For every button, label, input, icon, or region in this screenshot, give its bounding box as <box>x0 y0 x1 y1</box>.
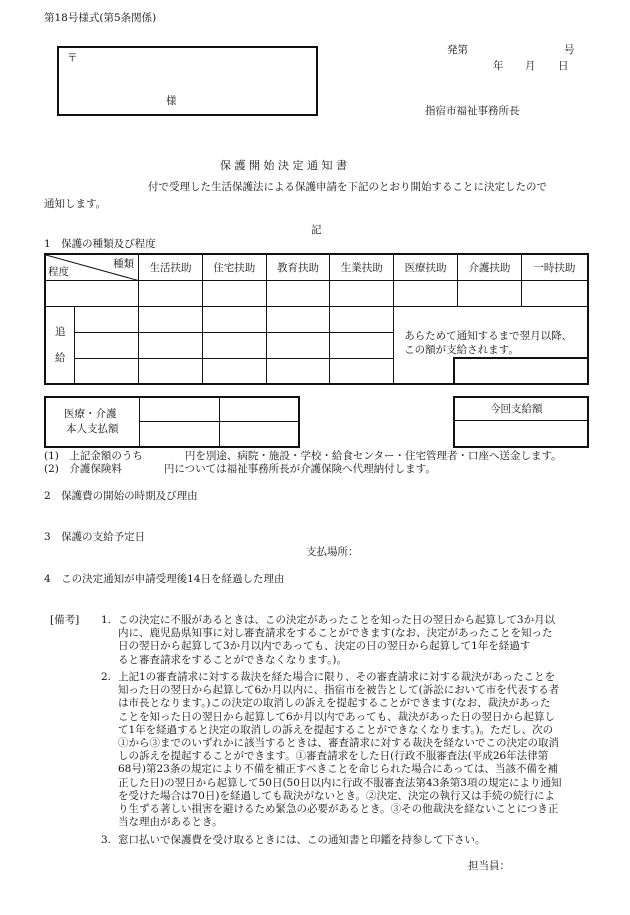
header-jutaku: 住宅扶助 <box>202 254 266 280</box>
remark-line: ことを知った日の翌日から起算して6か月以内であっても、裁決があった日の翌日から起算し <box>118 710 555 723</box>
postal-mark: 〒 <box>67 52 78 64</box>
intro-line-1: 付で受理した生活保護法による保護申請を下記のとおり開始することに決定したので <box>148 181 547 193</box>
remark-line: は市長となります。)この決定の取消しの訴えを提起することができます(なお、裁決があった <box>118 697 551 710</box>
remark-line: 窓口払いで保護費を受け取るときには、この通知書と印鑑を持参して下さい。 <box>118 834 486 846</box>
honorific: 様 <box>166 95 177 107</box>
supp-cell <box>139 306 203 332</box>
remark-line: 68号)第23条の規定により不備を補正すべきことを命じられた場合にあっては、当該不備を補 <box>118 763 559 776</box>
corner-cell <box>45 254 139 280</box>
section-4-heading: 4 この決定通知が申請受理後14日を経過した理由 <box>44 573 285 585</box>
ki-label: 記 <box>311 224 322 236</box>
amount-cell <box>521 280 588 306</box>
amount-cell <box>330 280 394 306</box>
amount-cell <box>139 280 203 306</box>
supp-cell <box>266 332 330 358</box>
pay-place: 支払場所： <box>306 546 359 558</box>
header-iryo: 医療扶助 <box>394 254 458 280</box>
monthly-note-line-2: この額が支給されます。 <box>404 343 519 356</box>
header-seikatsu: 生活扶助 <box>139 254 203 280</box>
supp-cell <box>266 306 330 332</box>
remark-1-num: 1. <box>101 614 112 626</box>
remark-line: 当な理由があるとき。 <box>118 816 223 829</box>
address-box <box>57 46 318 116</box>
supp-cell <box>202 358 266 384</box>
amount-cell <box>202 280 266 306</box>
tantou: 担当員： <box>468 860 510 872</box>
amount-cell <box>394 280 458 306</box>
remark-line: ると審査請求をすることができなくなります。)。 <box>118 653 348 666</box>
konkai-label: 今回支給額 <box>490 403 543 415</box>
konkai-divider <box>453 420 589 421</box>
issue-month: 月 <box>525 60 536 72</box>
note-1: (1) 上記金額のうち 円を別途、病院・施設・学校・給食センター・住宅管理者・口座へ送金します。 <box>44 450 562 462</box>
remark-1 <box>118 614 555 667</box>
remark-line: 上記1の審査請求に対する裁決を経た場合に限り、その審査請求に対する裁決があったことを <box>118 671 556 683</box>
issue-number-prefix: 発第 <box>447 44 468 56</box>
supp-cell <box>202 306 266 332</box>
supp-cell <box>139 358 203 384</box>
section-1-heading: 1 保護の種類及び程度 <box>44 238 156 250</box>
remark-line: 知った日の翌日から起算して6か月以内に、指宿市を被告として(訴訟において市を代表する者 <box>118 684 560 697</box>
header-seigyo: 生業扶助 <box>330 254 394 280</box>
issue-number-suffix: 号 <box>564 44 575 56</box>
remark-3 <box>118 834 486 847</box>
remark-line: を受けた場合は70日)を経過しても裁決がないとき。②決定、決定の執行又は手続の続行によ <box>118 789 556 802</box>
honnin-divider <box>139 396 140 448</box>
issue-year: 年 <box>493 60 504 72</box>
honnin-label-1: 医療・介護 <box>64 408 117 420</box>
remark-2-num: 2. <box>101 671 112 683</box>
tsuikyu-tsui: 追 <box>54 325 66 338</box>
header-kaigo: 介護扶助 <box>457 254 521 280</box>
supp-cell <box>330 332 394 358</box>
supp-cell <box>75 332 139 358</box>
issuer: 指宿市福祉事務所長 <box>425 105 520 117</box>
supp-cell <box>330 306 394 332</box>
remark-line: て1年を経過すると決定の取消しの訴えを提起することができなくなります。)。ただし、次の <box>118 723 554 736</box>
form-id: 第18号様式(第5条関係) <box>44 12 157 24</box>
honnin-box <box>44 396 300 448</box>
amount-cell <box>266 280 330 306</box>
monthly-note <box>404 329 572 357</box>
remark-line: この決定に不服があるときは、この決定があったことを知った日の翌日から起算して3か月以 <box>118 614 556 626</box>
issue-day: 日 <box>558 60 569 72</box>
remark-2 <box>118 671 561 829</box>
remarks-label: [備考] <box>50 614 80 626</box>
header-kyoiku: 教育扶助 <box>266 254 330 280</box>
supp-cell <box>75 358 139 384</box>
supp-cell <box>139 332 203 358</box>
supp-cell <box>330 358 394 384</box>
remark-line: り生ずる著しい損害を避けるため緊急の必要があるとき。③その他裁決を経ないことにつき正 <box>118 803 559 816</box>
amount-cell <box>45 280 139 306</box>
remark-line: ①から③までのいずれかに該当するときは、審査請求に対する裁決を経ないでこの決定の取消 <box>118 737 559 750</box>
note-2: (2) 介護保険料 円については福祉事務所長が介護保険へ代理納付します。 <box>44 463 436 475</box>
monthly-amount-box <box>453 357 589 385</box>
section-2-heading: 2 保護費の開始の時期及び理由 <box>44 490 198 502</box>
section-3-heading: 3 保護の支給予定日 <box>44 531 146 543</box>
remark-line: 内に、鹿児島県知事に対し審査請求をすることができます(なお、決定があったことを知った <box>118 627 553 640</box>
remark-3-num: 3. <box>101 834 112 846</box>
amount-cell <box>457 280 521 306</box>
corner-top-label: 種類 <box>113 258 135 270</box>
honnin-label-2: 本人支払額 <box>66 423 119 435</box>
intro-line-2: 通知します。 <box>44 198 107 210</box>
supp-cell <box>202 332 266 358</box>
monthly-note-line-1: あらためて通知するまで翌月以降、 <box>404 329 573 342</box>
supp-cell <box>266 358 330 384</box>
remark-line: 正した日)の翌日から起算して50日(50日以内に行政不服審査法第43条第3項の規定により通知 <box>118 776 562 789</box>
tsuikyu-label <box>45 306 75 384</box>
honnin-divider <box>219 396 220 448</box>
corner-bottom-label: 程度 <box>48 265 69 278</box>
honnin-divider <box>139 421 299 422</box>
remark-line: しの訴えを提起することができます。①審査請求をした日(行政不服審査法(平成26年法律第 <box>118 750 549 763</box>
page-title: 保 護 開 始 決 定 通 知 書 <box>220 159 347 172</box>
remark-line: 日の翌日から起算して3か月以内であっても、決定の日の翌日から起算して1年を経過す <box>118 640 531 653</box>
header-ichiji: 一時扶助 <box>521 254 588 280</box>
supp-cell <box>75 306 139 332</box>
tsuikyu-kyu: 給 <box>54 351 66 364</box>
